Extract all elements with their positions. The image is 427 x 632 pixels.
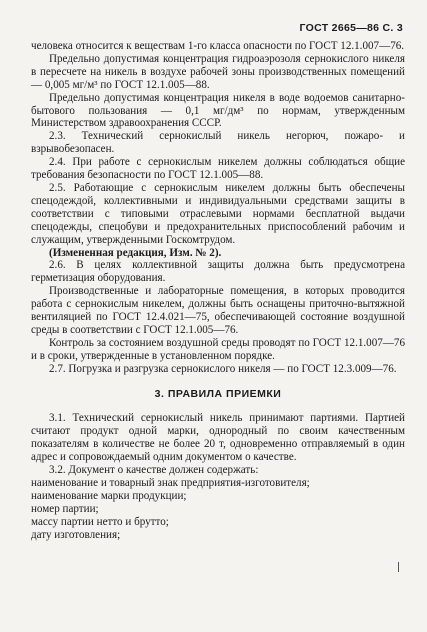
paragraphs	[31, 40, 405, 376]
list-item: массу партии нетто и брутто;	[31, 515, 169, 528]
margin-mark	[398, 562, 399, 572]
section-title: 3. ПРАВИЛА ПРИЕМКИ	[154, 387, 282, 400]
section-paragraph: 3.1. Технический сернокислый никель принимают партиями. Партией считают продукт одной марки, однородный по своим качественным показателям в количестве не более 20 т, одновременно отправляемый в один адрес и сопровождаемый одним документом о качестве.	[31, 412, 405, 464]
paragraph: Производственные и лабораторные помещения, в которых проводится работа с сернокислым никелем, должны быть оснащены приточно-вытяжной вентиляцией по ГОСТ 12.4.021—75, обеспечивающей состояние воздушной среды в соответствии с ГОСТ 12.1.005—76.	[31, 285, 405, 336]
paragraph: Предельно допустимая концентрация никеля в воде водоемов санитарно-бытового пользования — 0,1 мг/дм³ по нормам, утвержденным Министерством здравоохранения СССР.	[31, 91, 405, 130]
list-item: номер партии;	[31, 502, 99, 515]
page-header: ГОСТ 2665—86 С. 3	[299, 22, 403, 34]
section-paragraphs	[31, 412, 405, 477]
paragraph: Контроль за состоянием воздушной среды проводят по ГОСТ 12.1.007—76 и в сроки, утвержденные в установленном порядке.	[31, 336, 405, 362]
paragraph: 2.3. Технический сернокислый никель негорюч, пожаро- и взрывобезопасен.	[31, 130, 405, 156]
paragraph: 2.4. При работе с сернокислым никелем должны соблюдаться общие требования безопасности по ГОСТ 12.1.005—88.	[31, 156, 405, 182]
paragraph: 2.6. В целях коллективной защиты должна быть предусмотрена герметизация оборудования.	[31, 259, 405, 285]
paragraph: (Измененная редакция, Изм. № 2).	[49, 246, 222, 259]
section-paragraph: 3.2. Документ о качестве должен содержать:	[49, 464, 259, 477]
list-item: дату изготовления;	[31, 528, 121, 541]
list-item: наименование марки продукции;	[31, 489, 187, 502]
document-body	[31, 40, 405, 542]
paragraph: 2.5. Работающие с сернокислым никелем должны быть обеспечены спецодеждой, коллективными и индивидуальными средствами защиты в соответствии с типовыми отраслевыми нормами бесплатной выдачи спецодежды, спецобуви и предохранительных приспособлений рабочим и служащим, утвержденными Госкомтрудом.	[31, 181, 405, 246]
paragraph: 2.7. Погрузка и разгрузка сернокислого никеля — по ГОСТ 12.3.009—76.	[49, 362, 397, 375]
list-item: наименование и товарный знак предприятия-изготовителя;	[31, 477, 310, 489]
requirements-list	[31, 477, 405, 542]
paragraph: Предельно допустимая концентрация гидроаэрозоля сернокислого никеля в пересчете на никель в воздухе рабочей зоны производственных помещений — 0,005 мг/м³ по ГОСТ 12.1.005—88.	[31, 52, 405, 91]
paragraph: человека относится к веществам 1-го класса опасности по ГОСТ 12.1.007—76.	[31, 40, 405, 52]
